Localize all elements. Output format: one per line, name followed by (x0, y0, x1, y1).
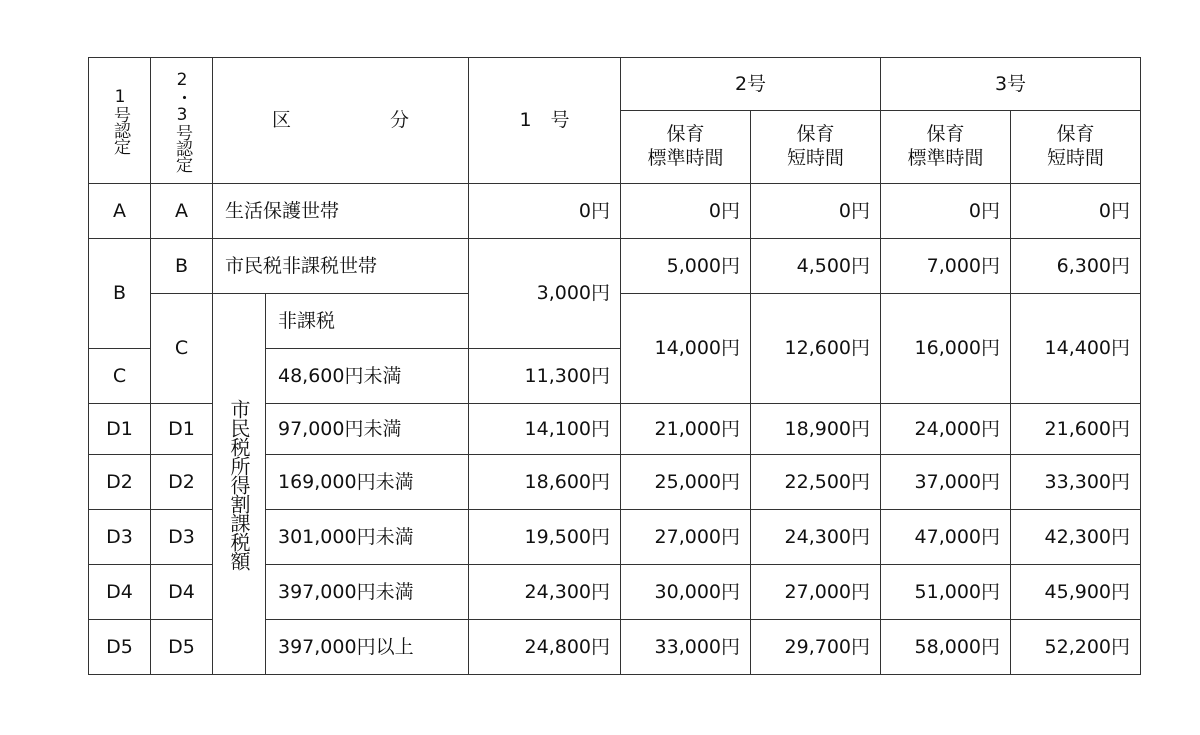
header-go2-short: 保育 短時間 (751, 111, 881, 184)
cell-go1: 14,100円 (469, 404, 621, 455)
cell-rank-1go: D1 (89, 404, 151, 455)
cell-rank-23go: D2 (151, 455, 213, 510)
cell-go3-standard: 51,000円 (881, 565, 1011, 620)
cell-rank-1go: A (89, 184, 151, 239)
cell-go3-standard: 24,000円 (881, 404, 1011, 455)
cell-go1: 24,800円 (469, 620, 621, 675)
cell-go1: 18,600円 (469, 455, 621, 510)
cell-go2-short: 4,500円 (751, 239, 881, 294)
cell-go2-short: 18,900円 (751, 404, 881, 455)
cell-label: 市民税非課税世帯 (213, 239, 469, 294)
header-col1 (89, 58, 151, 184)
cell-go3-short: 33,300円 (1011, 455, 1141, 510)
side-label-text: 市民税所得割課税額 (227, 398, 251, 570)
cell-go2-standard: 33,000円 (621, 620, 751, 675)
cell-go1: 11,300円 (469, 349, 621, 404)
cell-go3-standard: 37,000円 (881, 455, 1011, 510)
cell-go1: 24,300円 (469, 565, 621, 620)
cell-go1: 0円 (469, 184, 621, 239)
table-row (89, 239, 1141, 294)
cell-go1: 3,000円 (469, 239, 621, 349)
cell-label: 97,000円未満 (266, 404, 469, 455)
cell-go2-standard: 21,000円 (621, 404, 751, 455)
cell-rank-1go: C (89, 349, 151, 404)
cell-label: 397,000円以上 (266, 620, 469, 675)
side-label-cell (213, 294, 266, 675)
header-kubun: 区 分 (213, 58, 469, 184)
cell-go2-short: 0円 (751, 184, 881, 239)
cell-label: 169,000円未満 (266, 455, 469, 510)
cell-rank-1go: B (89, 239, 151, 349)
cell-rank-23go: C (151, 294, 213, 404)
cell-label: 301,000円未満 (266, 510, 469, 565)
cell-go2-standard: 0円 (621, 184, 751, 239)
cell-rank-23go: D1 (151, 404, 213, 455)
cell-go3-short: 6,300円 (1011, 239, 1141, 294)
cell-go3-standard: 58,000円 (881, 620, 1011, 675)
header-go3: 3号 (881, 58, 1141, 111)
cell-go2-short: 27,000円 (751, 565, 881, 620)
cell-go2-short: 24,300円 (751, 510, 881, 565)
header-go3-standard: 保育 標準時間 (881, 111, 1011, 184)
cell-rank-23go: A (151, 184, 213, 239)
cell-go3-standard: 47,000円 (881, 510, 1011, 565)
cell-go2-standard: 27,000円 (621, 510, 751, 565)
cell-go2-short: 29,700円 (751, 620, 881, 675)
cell-label: 397,000円未満 (266, 565, 469, 620)
header-go2: 2号 (621, 58, 881, 111)
cell-label: 生活保護世帯 (213, 184, 469, 239)
cell-go1: 19,500円 (469, 510, 621, 565)
cell-label: 48,600円未満 (266, 349, 469, 404)
cell-go2-standard: 30,000円 (621, 565, 751, 620)
cell-rank-23go: D5 (151, 620, 213, 675)
header-col2 (151, 58, 213, 184)
cell-rank-23go: D3 (151, 510, 213, 565)
cell-go3-short: 52,200円 (1011, 620, 1141, 675)
cell-go2-standard: 14,000円 (621, 294, 751, 404)
cell-rank-1go: D5 (89, 620, 151, 675)
header-go1: 1 号 (469, 58, 621, 184)
cell-go3-short: 14,400円 (1011, 294, 1141, 404)
cell-go3-short: 0円 (1011, 184, 1141, 239)
cell-go3-short: 42,300円 (1011, 510, 1141, 565)
cell-rank-1go: D3 (89, 510, 151, 565)
header-col2-text: 2・3号認定 (172, 69, 192, 172)
cell-go3-standard: 16,000円 (881, 294, 1011, 404)
header-go2-standard: 保育 標準時間 (621, 111, 751, 184)
table-row (89, 184, 1141, 239)
cell-go2-standard: 5,000円 (621, 239, 751, 294)
header-col1-text: 1号認定 (110, 87, 130, 154)
cell-rank-1go: D2 (89, 455, 151, 510)
cell-rank-23go: D4 (151, 565, 213, 620)
cell-go3-standard: 0円 (881, 184, 1011, 239)
cell-go3-short: 45,900円 (1011, 565, 1141, 620)
cell-rank-23go: B (151, 239, 213, 294)
cell-go2-short: 12,600円 (751, 294, 881, 404)
fee-table (88, 57, 1141, 675)
cell-go2-standard: 25,000円 (621, 455, 751, 510)
cell-rank-1go: D4 (89, 565, 151, 620)
cell-go2-short: 22,500円 (751, 455, 881, 510)
cell-label: 非課税 (266, 294, 469, 349)
header-go3-short: 保育 短時間 (1011, 111, 1141, 184)
cell-go3-standard: 7,000円 (881, 239, 1011, 294)
cell-go3-short: 21,600円 (1011, 404, 1141, 455)
